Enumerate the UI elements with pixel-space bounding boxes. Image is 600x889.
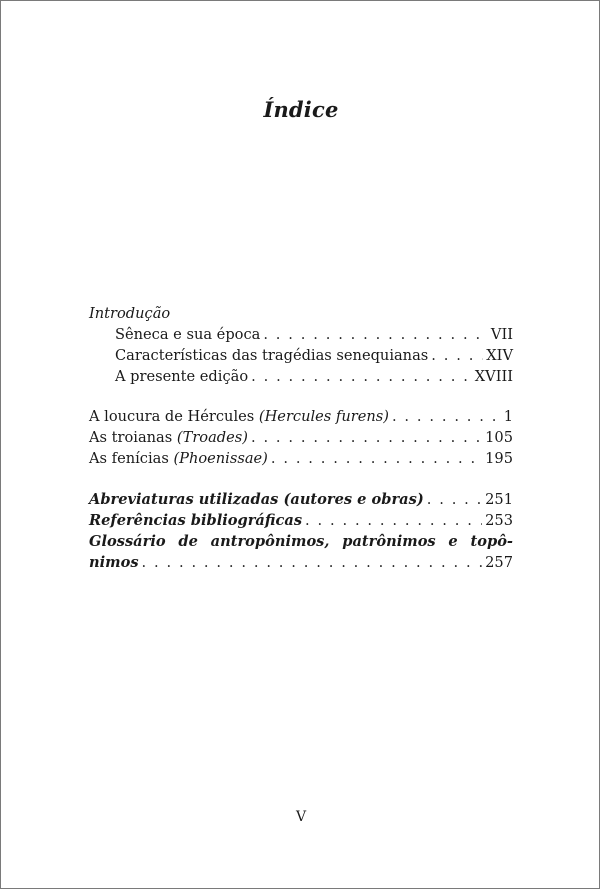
toc-entry-label-line1[interactable]: Glossário de antropônimos, patrônimos e topô- bbox=[89, 533, 513, 550]
leader-dots bbox=[251, 427, 482, 448]
leader-dots bbox=[142, 552, 483, 573]
toc-plays-section bbox=[89, 406, 513, 469]
toc-entry-label bbox=[89, 427, 248, 448]
toc-back-matter-section bbox=[89, 489, 513, 573]
toc-entry-label bbox=[89, 406, 389, 427]
toc-entry-page: 257 bbox=[485, 554, 513, 571]
leader-dots bbox=[251, 366, 472, 387]
toc-entry-label: Referências bibliográficas bbox=[89, 512, 303, 529]
toc-entry-label: Sêneca e sua época bbox=[115, 326, 261, 343]
leader-dots bbox=[305, 510, 482, 531]
play-original-title: (Hercules furens) bbox=[258, 408, 389, 425]
toc-entry[interactable] bbox=[89, 552, 513, 573]
page-number: V bbox=[295, 809, 307, 825]
toc-entry-label-line2: nimos bbox=[89, 554, 139, 571]
play-title: As troianas bbox=[89, 429, 173, 446]
toc-entry-label: Características das tragédias senequianas bbox=[115, 347, 429, 364]
toc-entry-page: 253 bbox=[485, 512, 513, 529]
toc-entry[interactable] bbox=[89, 366, 513, 387]
toc-introduction-section bbox=[89, 303, 513, 387]
toc-entry-page: VII bbox=[490, 326, 513, 343]
toc-entry-page: 1 bbox=[503, 408, 513, 425]
play-original-title: (Phoenissae) bbox=[173, 450, 268, 467]
page-title: Índice bbox=[263, 97, 339, 122]
toc-entry-page: 195 bbox=[485, 450, 513, 467]
toc-entry-page: XIV bbox=[486, 347, 513, 364]
leader-dots bbox=[271, 448, 482, 469]
leader-dots bbox=[263, 324, 488, 345]
toc-entry[interactable] bbox=[89, 489, 513, 510]
toc-entry-page: 105 bbox=[485, 429, 513, 446]
toc-entry-page: 251 bbox=[485, 491, 513, 508]
play-title: As fenícias bbox=[89, 450, 169, 467]
toc-introduction-heading: Introdução bbox=[89, 305, 171, 322]
toc-entry[interactable] bbox=[89, 324, 513, 345]
leader-dots bbox=[392, 406, 501, 427]
toc-entry-label: A presente edição bbox=[115, 368, 249, 385]
toc-entry-label: Abreviaturas utilizadas (autores e obras) bbox=[89, 491, 424, 508]
leader-dots bbox=[431, 345, 483, 366]
play-title: A loucura de Hércules bbox=[89, 408, 255, 425]
toc-entry[interactable] bbox=[89, 448, 513, 469]
toc-entry[interactable] bbox=[89, 406, 513, 427]
toc-entry[interactable] bbox=[89, 427, 513, 448]
play-original-title: (Troades) bbox=[176, 429, 248, 446]
toc-entry[interactable] bbox=[89, 510, 513, 531]
toc-entry-label bbox=[89, 448, 268, 469]
toc-entry-page: XVIII bbox=[474, 368, 513, 385]
toc-entry[interactable] bbox=[89, 345, 513, 366]
leader-dots bbox=[427, 489, 482, 510]
